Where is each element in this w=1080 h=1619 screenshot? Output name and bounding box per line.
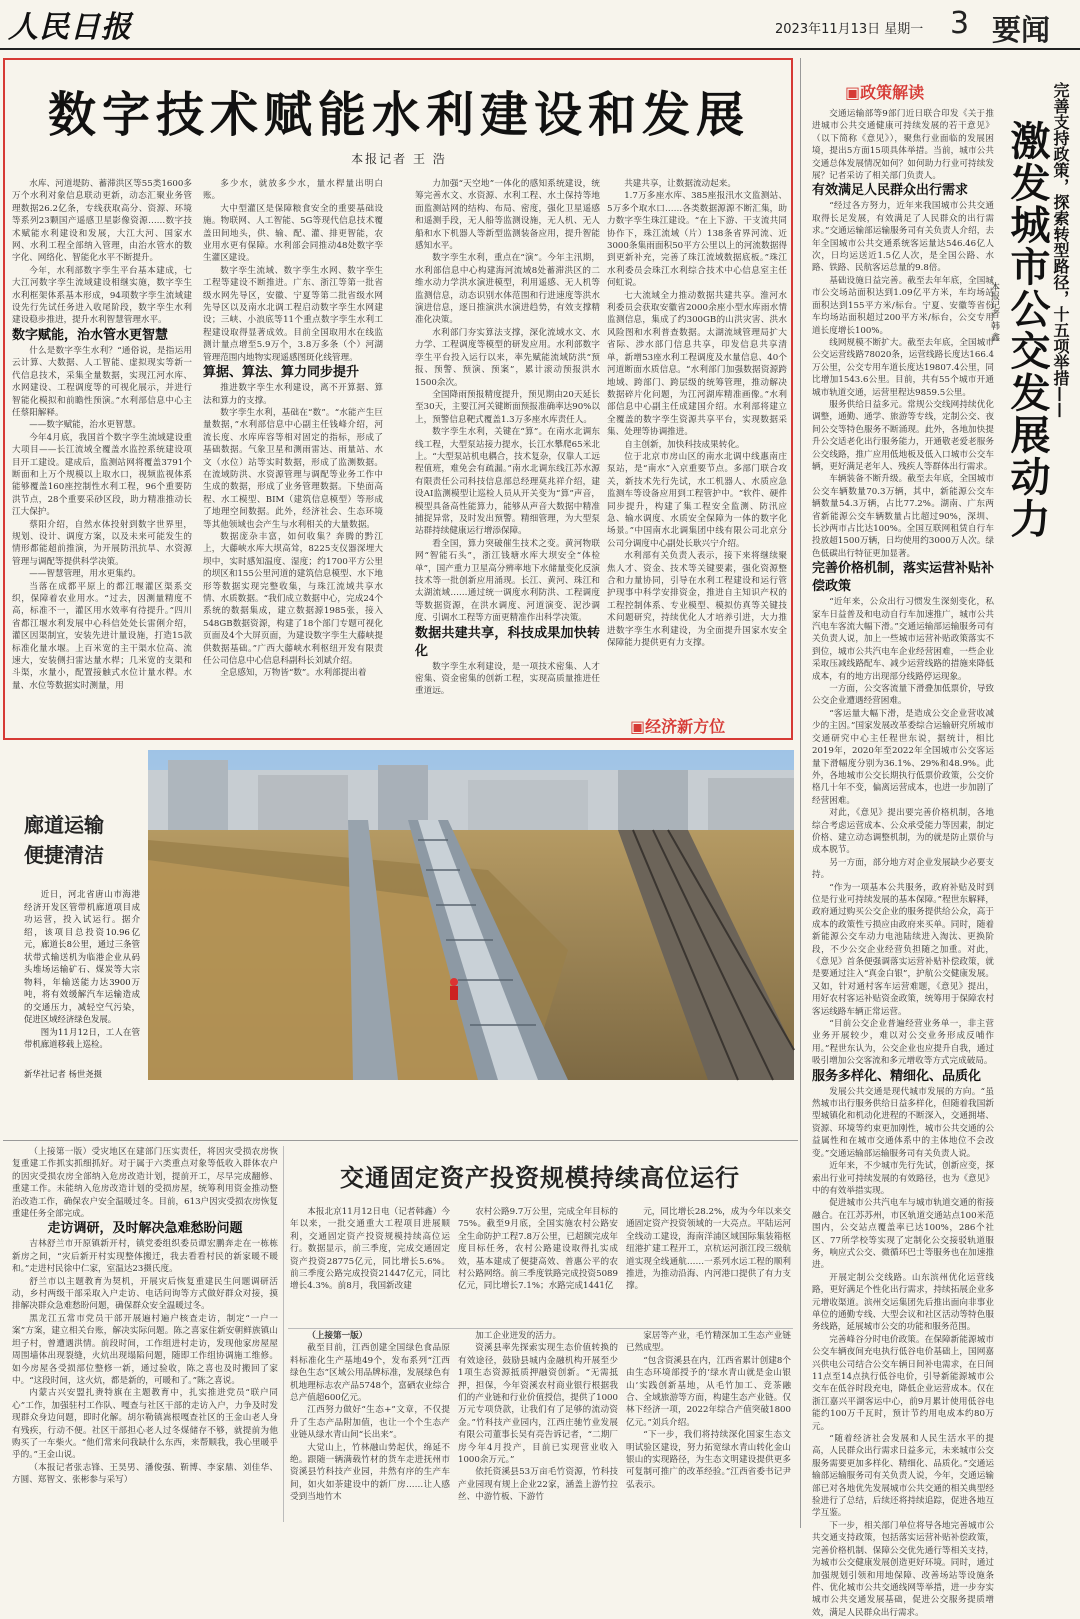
paragraph: 全国降雨预报精度提升，预见期由20天延长至30天，主要江河关键断面预报准确率达90%以上，预警信息靶式覆盖1.3万多座水库责任人。 [415,389,600,425]
newspaper-logo: 人民日报 [8,10,132,45]
paragraph: 农村公路9.7万公里，完成全年目标的75%。截至9月底，全国实施农村公路安全生命防护工程7.8万公里，已超额完成年度目标任务，农村公路建设取得扎实成效，基本建成了便捷高效、普惠公平的农村公路网络。前三季度铁路完成投资5089亿元，同比增长7.1%；水路完成1441亿 [458,1207,618,1292]
paragraph: 另一方面，部分地方对企业发展缺少必要支持。 [812,857,994,881]
subheading: 有效满足人民群众出行需求 [812,183,969,199]
paragraph: 加工企业迸发的活力。 [475,1331,562,1341]
paragraph: ——智慧管理，用水更集约。 [29,569,141,580]
lead-headline[interactable]: 数字技术赋能水利建设和发展 [47,87,750,143]
news-photo-conveyor-corridor[interactable] [148,750,794,1080]
paragraph: 数据庞杂丰富，如何收集？奔腾的黔江上，大藤峡水库大坝高耸，8225支仪器深埋大坝中，实时感知温度、湿度；约1700平方公里的坝区和155公里河道的建筑信息模型、水下地形等数据实现完整收集，与珠江流域共享水情、水质数据。“我们成立数据中心，完成24个系统的数据集成，建立数据源1985张，接入548GB数据资源，构建了18个部门专题可视化页面及4个大屏页面，为建设数字孪生大藤峡提供数据基础。”广西大藤峡水利枢纽开发有限责任公司信息中心信息科副科长刘斌介绍。 [203,531,383,667]
page-number: 3 [950,6,970,41]
right-subtitle: 完善支持政策，探索转型路径，十五项举措—— [1051,82,1070,418]
right-article-body [812,108,995,1618]
caption-text: 近日，河北省唐山市海港经济开发区管带机廊道项目成功运营，投入试运行。据介绍，该项目总投资10.96亿元，廊道长8公里，通过三条管状带式输送机为临港企业从码头堆场运输矿石、煤炭等大宗物料，年输送能力达3900万吨，将有效缓解汽车运输造成的交通压力，减轻空气污染，促进区域经济绿色发展。 [24,889,140,1024]
lead-column-1 [12,178,192,734]
lead-column-4 [607,178,787,734]
paragraph: “目前公交企业普遍经营业务单一，非主营业务开展较少，难以对公交业务形成反哺作用。”程世东认为，公交企业也应提升自我，通过吸引增加公交客流和多元增收等方式完成破局。 [812,1019,994,1067]
paragraph: 位于北京市房山区的南水北调中线惠南庄泵站，是“南水”入京重要节点。多部门联合攻关，新技术先行先试，水工机器人、水质应急监测车等设备应用到工程管护中。“软件、硬件同步提升，构建了集工程安全监测、防汛应急、输水调度、水质安全保障为一体的数字化场景。”中国南水北调集团中线有限公司北京分公司分调度中心副处长耿兴宁介绍。 [607,451,787,549]
bottom-column-divider [283,1146,284,1522]
paragraph: 数字孪生流域、数字孪生水网、数字孪生工程等建设不断推进。广东、浙江等第一批省级水网先导区，安徽、宁夏等第二批省级水网先导区以及南水北调工程启动数字孪生水网建设；三峡、小浪底等11个重点数字孪生水利工程建设取得显著成效。目前全国取用水在线监测计量点增至5.9万个，3.8万多条（个）河湖管理范围内地物实现遥感图斑化线管理。 [203,265,383,363]
subheading: 走访调研，及时解决急难愁盼问题 [47,1221,243,1237]
paragraph: （本报记者张志锋、王昊男、潘俊强、靳博、李家鼎、刘佳华、方圆、郑智文、张彬参与采写） [12,1462,278,1486]
paragraph: 近年来，不少城市先行先试，创新应变，探索出行业可持续发展的有效路径，也为《意见》中的有效举措实现。 [812,1161,994,1196]
bottom-headline[interactable]: 交通固定资产投资规模持续高位运行 [340,1164,740,1192]
masthead-divider [0,48,1080,50]
paragraph: 看全国，算力突破催生技术之变。黄河物联网“智能石头”，浙江钱塘水库大坝安全“体检单”，国产重力卫星高分辨率地下水储量变化反演技术等一批创新应用涌现。长江、黄河、珠江和太湖流域……通过统一调度水利防洪、工程调度等数据资源，在洪水调度、河道演变、泥沙调度、引调水工程等方面更精准作出科学决策。 [415,538,600,624]
bottom-divider [3,1140,798,1141]
tag-icon: ▣ [630,717,646,736]
column-tag-policy [845,80,924,103]
caption-title-line-1: 廊道运输 [24,813,104,837]
paragraph: 资溪县率先探索实现生态价值转换的有效途径，鼓励县城内金融机构开展至少1项生态资源抵质押融资创新。“无需抵押，担保，今年资溪农村商业银行根据我们的产业链和行业价值授信，提供了1000万元专项贷款，让我们有了足够的流动资金。”竹科技产业园内，江西庄驰竹业发展有限公司董事长吴有亮告诉记者，“二期厂房今年4月投产，目前已实现营业收入1000余万元。” [458,1343,618,1466]
paragraph: 依托资溪县53万亩毛竹资源，竹科技产业园现有规上企业22家，涵盖上游竹拉丝、中游竹板、下游竹 [458,1467,618,1503]
subheading: 算据、算法、算力同步提升 [203,365,360,381]
caption-text-2: 图为11月12日，工人在管带机廊道移载上巡检。 [24,1026,140,1049]
subheading: 完善价格机制，落实运营补贴补偿政策 [812,561,995,595]
photo-caption [24,888,140,1051]
paragraph: 本报北京11月12日电（记者韩鑫）今年以来，一批交通重大工程项目进展顺利，交通固定资产投资规模持续高位运行。数据显示，前三季度，完成交通固定资产投资28775亿元，同比增长5.6%。前三季度公路完成投资21447亿元，同比增长4.3%。前8月，我国新改建 [290,1207,450,1292]
lead-column-3 [415,178,600,734]
paragraph: 共建共享，让数据流动起来。 [624,179,736,189]
bottom-column-3 [458,1206,618,1326]
paragraph: （上接第一版） [307,1331,368,1341]
paragraph: “客运量大幅下滑，是造成公交企业营收减少的主因。”国家发展改革委综合运输研究所城市交通研究中心主任程世东说，据统计，相比2019年，2020年至2022年全国城市公交客运量下滑幅度分别为36.1%、29%和48.9%。此外，各地城市公交长期执行低票价政策，公交价格几十年不变，偏离运营成本，也进一步加剧了经营困难。 [812,708,994,806]
photo-caption-title [24,810,134,870]
paragraph: 江西努力做好“生态+”文章，不仅提升了生态产品附加值，也让一个个生态产业链从绿水青山间“长出来”。 [290,1405,450,1441]
paragraph: 自主创新，加快科技成果转化。 [624,439,745,450]
paragraph: 什么是数字孪生水利？“通俗说，是指运用云计算、大数据、人工智能、虚拟现实等新一代信息技术，采集全量数据，实现江河水库、水网建设、工程调度等的可视化展示，并进行智能化模拟和前瞻性预演。”水利部信息中心主任蔡阳解释。 [12,345,192,418]
paragraph: 水利部有关负责人表示，接下来将继续聚焦人才、资金、技术等关键要素，强化资源整合和力量协同，引导在水利工程建设和运行管护现事中科学安排资金，推进自主知识产权的工程控制体系、专业模型、模拟仿真等关键技术问题研究，持续优化人才培养引进，大力推进数字孪生水利建设，为全面提升国家水安全保障能力提供更有力支撑。 [607,551,787,649]
lead-column-2 [203,178,383,734]
paragraph: （上接第一版）受灾地区在建部门压实责任，将因灾受损农房恢复重建工作抓实抓细抓好。对于属于六类重点对象等低收入群体农户的因灾受损农房全部纳入危房改造计划，提前开工，尽早完成翻修、重建工作。未能纳入危房改造计划的受损房屋，统筹利用资金推动整治改造工作，确保农户安全温暖过冬。目前，613户因灾受损农房恢复重建任务全部完成。 [12,1147,278,1220]
paragraph: 数字孪生水利，重点在“演”。今年主汛期，水利部信息中心构建海河流域8处蓄滞洪区的二维水动力学洪水演进模型，利用遥感、无人机等监测信息，动态识别水体范围和行进速度等洪水演进信息，逐日推演洪水演进趋势，有效支撑精准化决策。 [415,253,600,326]
issue-date: 2023年11月13日 星期一 [775,22,924,37]
bottom-column-4 [626,1206,791,1326]
paragraph: 全息感知，万物皆“数”。水利部提出着 [220,668,367,679]
paragraph: 今年，水利部数字孪生平台基本建成，七大江河数字孪生流域建设相继实施，数字孪生水利框架体系基本形成，94项数字孪生流域建设先行先试任务进入收尾阶段，数字孪生水利建设稳步推进，提升水利智慧管理水平。 [12,265,192,326]
bottom-column-2 [290,1206,450,1326]
subheading: 数字赋能，治水管水更智慧 [12,327,169,343]
paragraph: 多少水，就放多少水，量水桿量出明白账。 [203,179,383,202]
paragraph: 服务供给日益多元。常规公交线网持续优化调整，通勤、通学、旅游等专线，定制公交、夜间公交等特色服务不断涌现。此外，各地加快提升公交适老化出行服务能力，开通敬老爱老服务公交线路，推广应用低地板及低入口城市公交车辆，更好满足老年人、残疾人等群体出行需求。 [812,399,994,472]
paragraph: 今年4月底，我国首个数字孪生流域建设重大项目——长江流域全覆盖水监控系统建设项目开工建设。建成后，监测站网将覆盖3791个断面和上万个规模以上取水口，视频监视体系能够覆盖160座控制性水利工程，96个重要防洪节点，28个重要采砂区段，助力精准推动长江大保护。 [12,432,192,518]
paragraph: 家居等产业，毛竹精深加工生态产业链已然成型。 [626,1331,791,1354]
paragraph: 1.7万多座水库、385座报汛水文监测站、5万多个取水口……各类数据源源不断汇集，助力数字孪生珠江建设。“在上下游、干支流共同协作下，珠江流域（片）138条省界河流、近3000条集雨面积50平方公里以上的河流数据得到更新补充，完善了珠江流域数据底板。”珠江水利委员会珠江水利综合技术中心信息室主任何虹说。 [607,191,787,289]
paragraph: 七大流域全力推动数据共建共享。淮河水利委员会获取安徽省2000余座小型水库雨水情监测信息，集成了约300GB的山洪灾害、洪水风险图和水利普查数据。太湖流域管理局扩大省际、涉水部门信息共享，印发信息共享清单，新增53座水利工程调度及水量信息、40个河道断面水质信息。“水利部门加强数据资源跨地域、跨部门、跨层级的统筹管理，推动解决数据碎片化问题，为江河湖库精准画像。”水利部信息中心副主任成建国介绍。水利部将建立全覆盖的数字孪生资源共享平台，实现数据采集、处理等协调推进。 [607,290,787,438]
tag-label: 政策解读 [860,83,925,102]
paragraph: 促进城市公共汽电车与城市轨道交通的衔接融合。在江苏苏州，市区轨道交通站点100米范围内，公交站点覆盖率已达100%，286个社区、77所学校等实现了定制化公交接驳轨道服务，响应式公交、微循环巴士等服务也在加速推进。 [812,1198,994,1271]
right-byline: 本报记者 韩 鑫 [989,282,999,342]
paragraph: 下一步，相关部门单位将导各地完善城市公共交通支持政策，包括落实运营补贴补偿政策，完善价格机制、保障公交优先通行等相关支持，为城市公交健康发展创造更好环境。同时，通过加强规划引领和用地保障、改善场站等设施条件、优化城市公共交通线网等举措，进一步夯实城市公共交通发展基础，促进公交服务提质增效，满足人民群众出行需求。 [812,1520,994,1618]
bottom-left-article [12,1146,278,1520]
paragraph: 蔡阳介绍，自然水体投射到数字世界里，规划、设计、调度方案，以及未来可能发生的情形都能超前推演，为开展防汛抗旱、水资源管理与调配等提供科学决策。 [12,519,192,567]
bottom-column-7 [626,1330,791,1520]
bottom-column-5 [290,1330,450,1520]
paragraph: 元，同比增长28.2%，成为今年以来交通固定资产投资领域的一大亮点。平陆运河全线动工建设，海南洋浦区域国际集装箱枢纽港扩建工程开工，京杭运河浙江段三级航道实现全线通航……一系列水运工程的顺利推进，为推动沿海、内河港口提供了有力支撑。 [626,1207,791,1292]
bottom-column-6 [458,1330,618,1520]
paragraph: 水利部门夯实算法支撑，深化流域水文、水力学、工程调度等模型的研发应用。水利部数字孪生平台投入运行以来，率先赋能流域防洪“预报、预警、预演、预案”，累计滚动预报洪水1500余次。 [415,327,600,388]
lead-byline: 本报记者 王 浩 [351,152,447,166]
paragraph: 数字孪生水利，关键在“算”。在南水北调东线工程，大型泵站接力提水，长江水攀爬65米北上。“大型泵站机电耦合，技术复杂，仅靠人工远程值班，难免会有疏漏。”南水北调东线江苏水源有限责任公司科技信息部总经理莫兆祥介绍，建设AI监测模型让巡检人员从开关变为“算”声音，模型具备高性能算力，能够从声音大数据中精准捕捉异常，及时发出预警。精细管理，为大型泵站群持续健康运行增添保障。 [415,427,600,537]
subheading: 数据共建共享，科技成果加快转化 [415,625,600,659]
column-tag-economy [630,714,725,737]
paragraph: “近年来，公众出行习惯发生深刻变化，私家车日益普及和电动自行车加速推广，城市公共汽电车客流大幅下滑。”交通运输部运输服务司有关负责人说，加上一些城市运营补贴政策落实不到位，城市公共汽电车企业经营困难，一些企业采取压减线路配车、减少运营线路的措施来降低成本，有的地方出现部分线路停运现象。 [812,597,994,682]
paragraph: 黑龙江五常市党员干部开展遍村遍户核查走访，制定“一户一案”方案，建立相关台账，解决实际问题。陈之喜家住新安朝鲜族镇山坦子村，曾遭遇洪情。前段时间，工作组进村走访，发现他家房屋屋周围墙体出现裂缝，火炕出现塌陷问题，随即工作组协调施工维修。如今房屋各受损部位整修一新，通过验收，陈之喜也及时搬回了家中。“这段时间，这火炕，都是新的，可暖和了。”陈之喜说。 [12,1313,278,1386]
paragraph: 交通运输部等9部门近日联合印发《关于推进城市公共交通健康可持续发展的若干意见》（以下简称《意见》），聚焦行业面临的发展困境，提出5方面15项具体举措。当前，城市公共交通总体发展情况如何？如何助力行业可持续发展？记者采访了相关部门负责人。 [812,109,994,182]
photo-credit: 新华社记者 杨世尧摄 [24,1069,103,1079]
photo-illustration [148,750,794,1080]
tag-label: 经济新方位 [645,717,726,736]
paragraph: 发展公共交通是现代城市发展的方向。“虽然城市出行服务供给日益多样化，但随着我国新型城镇化和机动化进程的不断深入，交通拥堵、资源、环境等约束更加刚性，城市公共交通的公益属性和在城市交通体系中的主体地位不会改变。”交通运输部运输服务司有关负责人说。 [812,1086,994,1159]
paragraph: ——数字赋能，治水更智慧。 [29,420,141,431]
caption-title-line-2: 便捷清洁 [24,843,104,867]
paragraph: 开展定制公交线路。山东滨州优化运营线路，更好满足个性化出行需求，持续拓展企业多元增收渠道。滨州交运集团先后推出面向非事业单位的通勤专线、大型会议和社区活动等特色服务线路，延展城市公交的功能和服务范围。 [812,1272,994,1333]
right-column-divider [800,58,801,1528]
paragraph: 一方面，公交客流量下滑叠加低票价，导致公交企业遭遇经营困难。 [812,684,994,707]
paragraph: 大中型灌区是保障粮食安全的重要基础设施。物联网、人工智能、5G等现代信息技术覆盖田间地头，供、输、配、灌、排更智能，农业用水更有保障。水利部会同推动48处数字孪生灌区建设。 [203,203,383,264]
paragraph: 力加强“天空地”一体化的感知系统建设，统筹完善水文、水资源、水利工程、水土保持等地面监测站网的结构、布局、密度，强化卫星遥感和遥测手段，无人船等监测设施，无人机、无人船和水下机器人等新型监测装备应用，提升智能感知水平。 [415,179,600,252]
paragraph: 舒兰市以主题教育为契机，开展灾后恢复重建民生问题调研活动，乡村两级干部采取入户走访、电话问询等方式做好群众对接，摸排解决群众急难愁盼问题，确保群众安全温暖过冬。 [12,1276,278,1312]
paragraph: 大觉山上，竹林融山势起伏，绵延不绝。跟随一辆满载竹材的货车走进抚州市资溪县竹科技产业园，井然有序的生产车间，如火如荼建设中的新厂房……让人感受到当地竹木 [290,1442,450,1503]
paragraph: 水库、河道堤防、蓄滞洪区等55类1600多万个水利对象信息联动更新，动态汇聚业务管理数据26.2亿条，专线获取高分、资源、环境等系列23颗国产遥感卫星影像资源……数字技术赋能水利建设和发展，大江大河、国家水网、水利工程全部纳入管理，由治水管水的数字化、网络化、智能化水平不断提升。 [12,179,192,264]
paragraph: 完善峰谷分时电价政策。在保障新能源城市公交车辆夜间充电执行低谷电价基础上，国网嘉兴供电公司结合公交车辆日间补电需求，在日间11点至14点执行低谷电价，引导新能源城市公交车在低谷时段充电，降低企业运营成本。仅在浙江嘉兴平湖客运中心，前9月累计使用低谷电能约100万千瓦时，预计节约用电成本约80万元。 [812,1334,994,1432]
paragraph: 对此，《意见》提出要完善价格机制，各地综合考虑运营成本、公众承受能力等因素，制定价格、建立动态调整机制，为的就是防止票价与成本脱节。 [812,808,994,856]
paragraph: 吉林舒兰市开原镇新开村，镇党委组织委员谭宏鹏奔走在一栋栋新房之间，“灾后新开村实现整体搬迁，我去看看村民的新家暖不暖和。”走进村民徐中仁家，室温达23摄氏度。 [12,1239,278,1275]
paragraph: 推进数字孪生水利建设，离不开算据、算法和算力的支撑。 [203,383,383,406]
paragraph: 内蒙古兴安盟扎赉特旗在主题教育中，扎实推进党员“联户同心”工作，加强驻村工作队、嘎查与社区干部的走访入户，力争及时发现群众身边问题，即时化解。胡尔勒镇嵩根嘎查社区的王金山老人身有残疾，行动不便。社区干部担心老人过冬煤储存不够，就提前为他购买了一车柴火。“他们常来问我缺什么东西，来帮顺我，我心里暖乎乎的。”王金山说。 [12,1388,278,1461]
paragraph: “下一步，我们将持续深化国家生态文明试验区建设，努力拓宽绿水青山转化金山银山的实现路径，为生态文明建设提供更多可复制可推广的改革经验。”江西省委书记尹弘表示。 [626,1430,791,1490]
section-name: 要闻 [992,13,1051,47]
paragraph: “包含资溪县在内，江西省累计创建8个由生态环境部授予的‘绿水青山就是金山银山’实践创新基地，从毛竹加工、竞茶融合、全域旅游等方面，构建生态产业链。仅林下经济一项，2022年综合产值突破1800亿元。”刘兵介绍。 [626,1355,791,1428]
paragraph: “经过各方努力，近年来我国城市公共交通取得长足发展，有效满足了人民群众的出行需求。”交通运输部运输服务司有关负责人介绍，去年全国城市公共交通系统客运量达546.46亿人次，日均运送近1.5亿人次，是全国公路、水路、铁路、民航客运总量的9.8倍。 [812,201,994,274]
paragraph: “随着经济社会发展和人民生活水平的提高，人民群众出行需求日益多元，未来城市公交服务需要更加多样化、精细化、品质化。”交通运输部运输服务司有关负责人说，今年，交通运输部已对各地优先发展城市公共交通的相关典型经验进行了总结，后续还将持续追踪，促进各地互学互鉴。 [812,1434,994,1519]
paragraph: 线网规模不断扩大。截至去年底，全国城市公交运营线路78020条，运营线路长度达166.4万公里，公交专用车道长度达19807.4公里，同比增加1543.6公里。目前，共有55个城市开通城市轨道交通，运营里程达9859.5公里。 [812,337,994,398]
tag-icon: ▣ [845,83,861,102]
right-headline[interactable]: 激发城市公交发展动力 [1004,120,1050,540]
paragraph: 数字孪生水利建设，是一项技术密集、人才密集、资金密集的创新工程，实现高质量推进任重道远。 [415,661,600,697]
paragraph: 数字孪生水利，基础在“数”。“水能产生巨量数据，”水利部信息中心副主任钱峰介绍，河流长度、水库库容等相对固定的指标，形成了基础数据。气象卫星和测雨雷达、雨量站、水文（水位）站等实时数据，形成了监测数据。在流域防洪、水资源管理与调配等业务工作中生成的数据，形成了业务管理数据。下垫面高程、水工模型、BIM（建筑信息模型）等形成了地理空间数据。此外，经济社会、生态环境等其他领域也会产生与水利相关的大量数据。 [203,407,383,530]
paragraph: 基础设施日益完善。截至去年年底，全国城市公交场站面积达到1.09亿平方米，车均场站面积达到155平方米/标台。宁夏、安徽等省份车均场站面积超过200平方米/标台，公交专用道长度增长100%。 [812,275,994,336]
subheading: 服务多样化、精细化、品质化 [812,1068,982,1084]
bottom-sub-divider [288,1328,793,1329]
paragraph: “作为一项基本公共服务，政府补贴及时到位是行业可持续发展的基本保障。”程世东解释，政府通过购买公交企业的服务提供给公众，高于成本的政策性亏损应由政府来买单。同时，随着新能源公交车动力电池陆续进入淘汰、更换阶段，不少公交企业经营负担随之加重。对此，《意见》首条便强调落实运营补贴补偿政策，就是要通过注入“真金白银”，护航公交健康发展。又如，针对通村客车运营难题，《意见》提出，用好农村客运补贴资金政策，统筹用于保障农村客运线路车辆正常运营。 [812,882,994,1017]
paragraph: 当落在成都平原上的都江堰灌区渠系交织，保障着农业用水。“过去，因测量精度不高，标准不一，灌区用水效率有待提升。”四川省都江堰水利发展中心科信处处长雷俐介绍，灌区因渠制宜，安装先进计量设施，打造15款标准化量水堰。上百米宽的主干渠水位高、流速大，安装侧扫雷达量水桿；几米宽的支渠和斗渠，水量小，配置接触式水位计量水桿。水量、水位等数据实时测量，用 [12,581,192,691]
paragraph: 车辆装备不断升级。截至去年底，全国城市公交车辆数量70.3万辆，其中，新能源公交车辆数量54.3万辆，占比77.2%。湖南、广东两省新能源公交车辆数量占比超过90%，深圳、长沙两市占比达100%。全国互联网租赁自行车投放超1500万辆，日均使用约3000万人次。绿色低碳出行特征更加显著。 [812,474,994,559]
paragraph: 截至目前，江西创建全国绿色食品原料标准化生产基地49个，发布系列“江西绿色生态”区域公用品牌标准，发展绿色有机地理标志农产品5748个，富硒农业综合总产值超600亿元。 [290,1343,450,1404]
